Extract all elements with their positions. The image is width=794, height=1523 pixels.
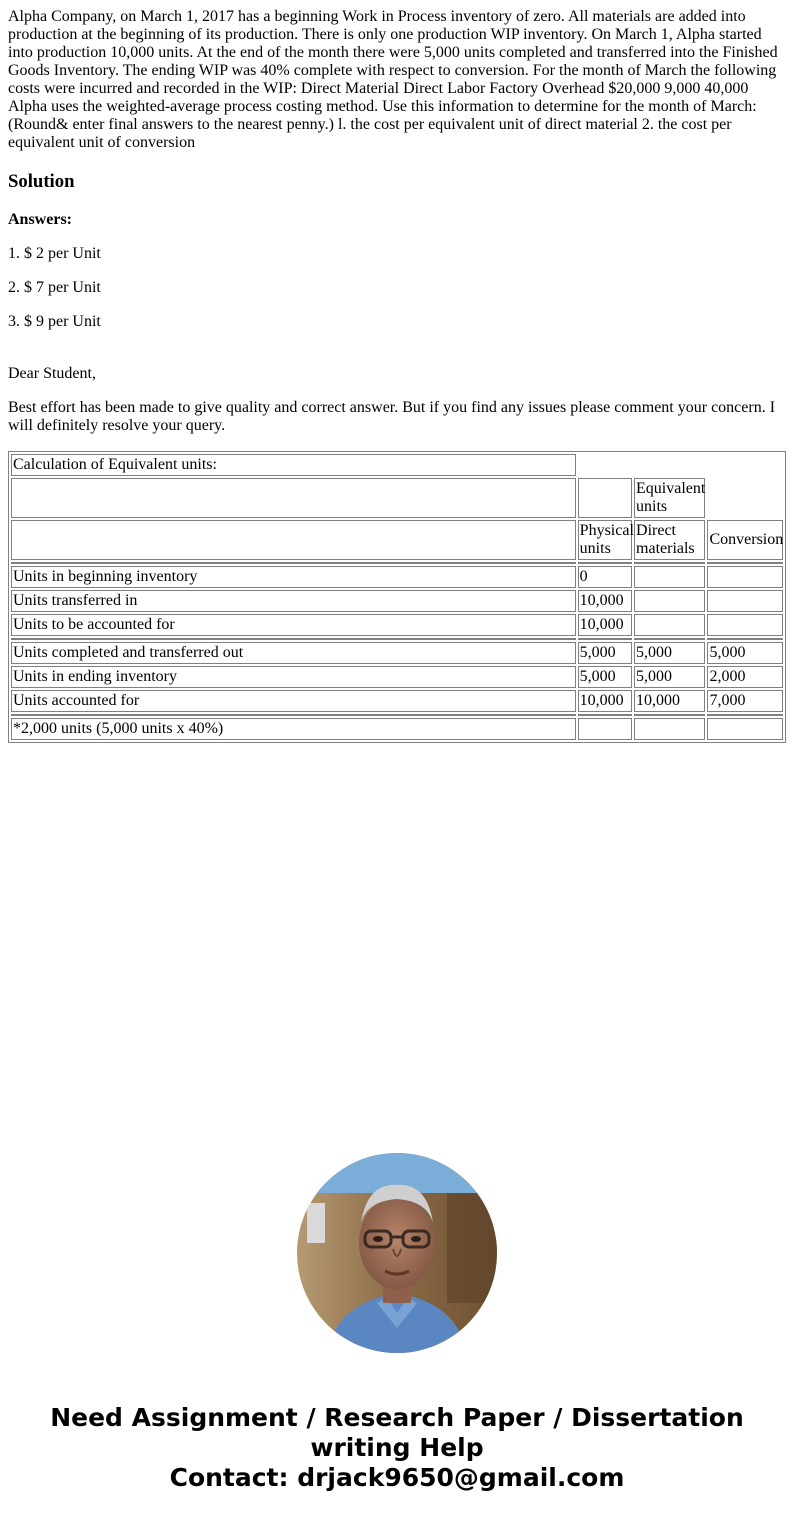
table-row (11, 666, 783, 688)
cell-conversion: 2,000 (707, 666, 783, 688)
table-footnote: *2,000 units (5,000 units x 40%) (11, 718, 576, 740)
answer-1: 1. $ 2 per Unit (8, 245, 101, 262)
table-cell (578, 718, 632, 740)
table-title-row (11, 454, 783, 476)
table-row (11, 590, 783, 612)
cell-conversion (707, 566, 783, 588)
table-spacer-row (11, 638, 783, 640)
cell-physical: 0 (578, 566, 632, 588)
cell-physical: 10,000 (578, 590, 632, 612)
author-avatar (297, 1153, 497, 1353)
main-content (8, 8, 786, 743)
cell-physical: 5,000 (578, 642, 632, 664)
table-cell (11, 478, 576, 518)
cell-direct-materials: 10,000 (634, 690, 705, 712)
table-row (11, 566, 783, 588)
row-label: Units to be accounted for (11, 614, 576, 636)
header-equivalent-units: Equivalent units (634, 478, 705, 518)
cell-direct-materials: 5,000 (634, 666, 705, 688)
row-label: Units in ending inventory (11, 666, 576, 688)
footer-contact: Contact: drjack9650@gmail.com (169, 1463, 625, 1492)
cell-physical: 10,000 (578, 690, 632, 712)
question-text: Alpha Company, on March 1, 2017 has a beginning Work in Process inventory of zero. All materials are added into production at the beginning of its production. There is only one production WIP inventory. On March 1, Alpha started into production 10,000 units. At the end of the month there were 5,000 units completed and transferred into the Finished Goods Inventory. The ending WIP was 40% complete with respect to conversion. For the month of March the following costs were incurred and recorded in the WIP: Direct Material Direct Labor Factory Overhead $20,000 9,000 40,000 Alpha uses the weighted-average process costing method. Use this information to determine for the month of March: (Round& enter final answers to the nearest penny.) l. the cost per equivalent unit of direct material 2. the cost per equivalent unit of conversion (8, 8, 778, 151)
footer-line-1: Need Assignment / Research Paper / Dissertation (50, 1403, 744, 1432)
cell-direct-materials (634, 566, 705, 588)
greeting: Dear Student, (8, 365, 96, 382)
table-cell (11, 520, 576, 560)
table-header-row (11, 520, 783, 560)
table-spacer-row (11, 562, 783, 564)
table-row (11, 642, 783, 664)
cell-direct-materials (634, 590, 705, 612)
answers-heading: Answers: (8, 211, 72, 228)
cell-direct-materials (634, 614, 705, 636)
cell-direct-materials: 5,000 (634, 642, 705, 664)
cell-conversion (707, 590, 783, 612)
table-header-group-row (11, 478, 783, 518)
table-cell (707, 718, 783, 740)
author-portrait (297, 1153, 497, 1353)
header-physical-units: Physical units (578, 520, 632, 560)
footer-banner (0, 1403, 794, 1493)
cell-conversion: 7,000 (707, 690, 783, 712)
header-conversion: Conversion (707, 520, 783, 560)
table-footnote-row (11, 718, 783, 740)
equivalent-units-table (8, 451, 786, 743)
table-row (11, 614, 783, 636)
table-cell (578, 478, 632, 518)
cell-physical: 5,000 (578, 666, 632, 688)
solution-heading: Solution (8, 171, 75, 192)
table-spacer-row (11, 714, 783, 716)
row-label: Units transferred in (11, 590, 576, 612)
answer-3: 3. $ 9 per Unit (8, 313, 101, 330)
note: Best effort has been made to give quality and correct answer. But if you find any issues please comment your concern. I will definitely resolve your query. (8, 399, 776, 434)
table-cell (634, 718, 705, 740)
cell-conversion (707, 614, 783, 636)
table-title: Calculation of Equivalent units: (11, 454, 576, 476)
footer-line-2: writing Help (310, 1433, 484, 1462)
header-direct-materials: Direct materials (634, 520, 705, 560)
cell-physical: 10,000 (578, 614, 632, 636)
row-label: Units accounted for (11, 690, 576, 712)
row-label: Units completed and transferred out (11, 642, 576, 664)
answer-2: 2. $ 7 per Unit (8, 279, 101, 296)
table-row (11, 690, 783, 712)
cell-conversion: 5,000 (707, 642, 783, 664)
row-label: Units in beginning inventory (11, 566, 576, 588)
